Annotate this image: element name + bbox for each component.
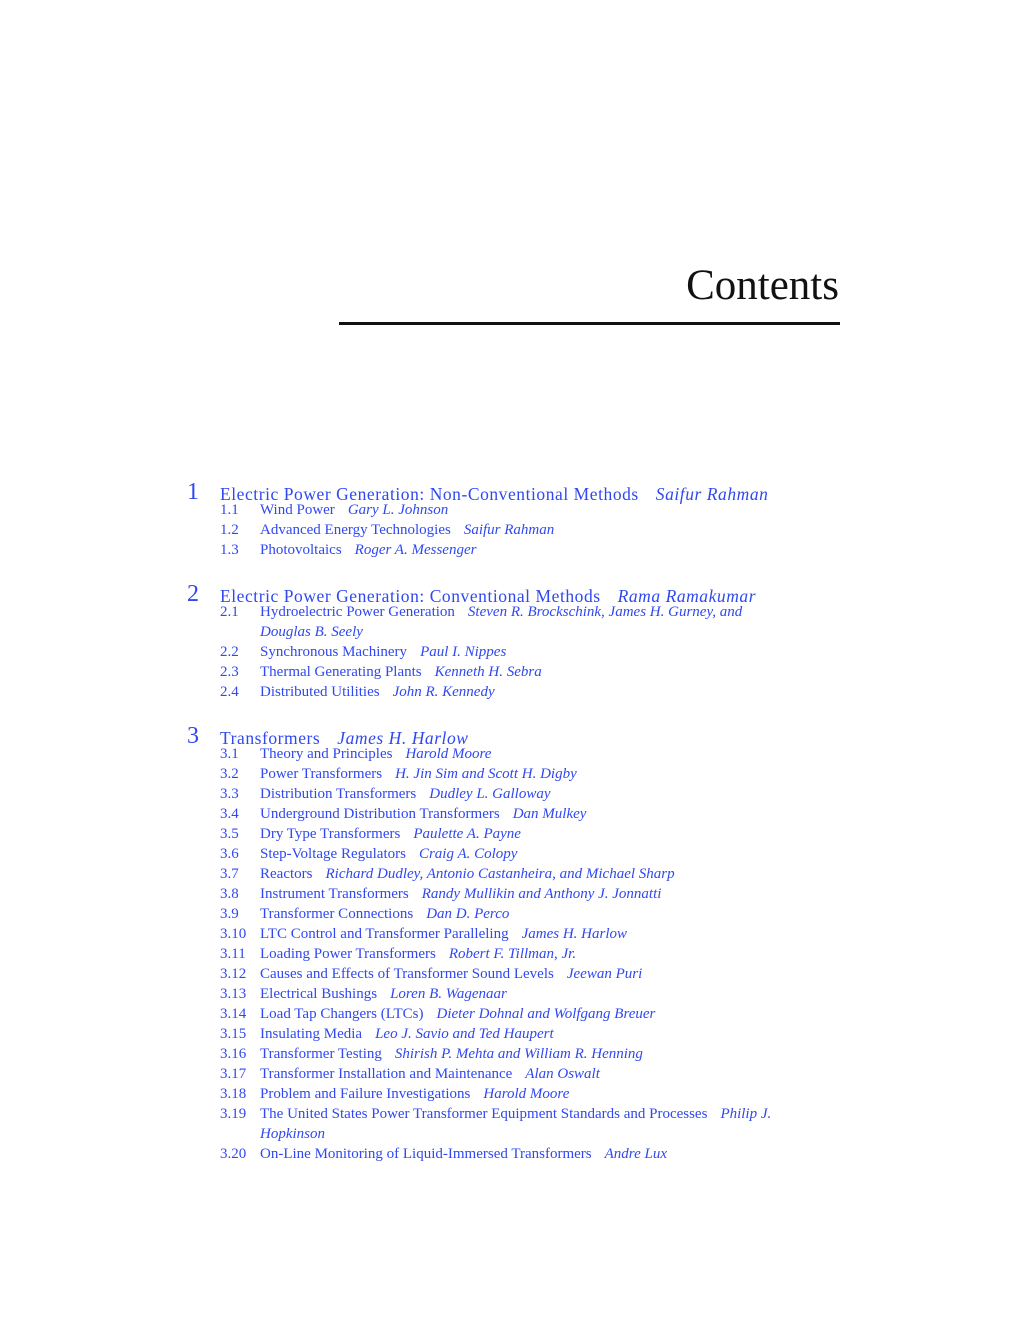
toc-entry[interactable] bbox=[187, 984, 847, 1004]
section-number: 2.1 bbox=[220, 604, 239, 620]
section-number: 3.12 bbox=[220, 966, 247, 982]
toc-entry[interactable] bbox=[187, 642, 847, 662]
section-author: Loren B. Wagenaar bbox=[390, 986, 507, 1002]
section-author: H. Jin Sim and Scott H. Digby bbox=[395, 766, 577, 782]
chapter-number: 3 bbox=[187, 723, 199, 749]
section-title-link[interactable]: Reactors bbox=[260, 866, 313, 882]
chapter-number: 1 bbox=[187, 479, 199, 505]
section-author: Kenneth H. Sebra bbox=[434, 664, 542, 680]
toc-entry[interactable] bbox=[187, 784, 847, 804]
toc-entry[interactable] bbox=[187, 1064, 847, 1084]
section-title-link[interactable]: Step-Voltage Regulators bbox=[260, 846, 406, 862]
section-title-link[interactable]: Advanced Energy Technologies bbox=[260, 522, 451, 538]
section-author: Alan Oswalt bbox=[525, 1066, 600, 1082]
section-author: Roger A. Messenger bbox=[354, 542, 477, 558]
toc-entry[interactable] bbox=[187, 682, 847, 702]
section-number: 1.2 bbox=[220, 522, 239, 538]
title-underline bbox=[339, 322, 840, 325]
section-number: 2.2 bbox=[220, 644, 239, 660]
section-number: 3.7 bbox=[220, 866, 239, 882]
section-title-link[interactable]: Theory and Principles bbox=[260, 746, 393, 762]
section-number: 3.10 bbox=[220, 926, 247, 942]
chapter-author: Rama Ramakumar bbox=[617, 586, 757, 606]
section-author: Jeewan Puri bbox=[566, 966, 643, 982]
chapter-title-link[interactable]: Electric Power Generation: Conventional Methods bbox=[220, 586, 601, 606]
section-author: Robert F. Tillman, Jr. bbox=[448, 946, 577, 962]
table-of-contents bbox=[187, 480, 847, 1186]
section-author: Dan Mulkey bbox=[512, 806, 587, 822]
section-author: Craig A. Colopy bbox=[418, 846, 518, 862]
section-number: 3.20 bbox=[220, 1146, 247, 1162]
section-number: 3.2 bbox=[220, 766, 239, 782]
section-number: 3.11 bbox=[220, 946, 246, 962]
section-number: 3.8 bbox=[220, 886, 239, 902]
section-title-link[interactable]: Instrument Transformers bbox=[260, 886, 409, 902]
toc-entry[interactable] bbox=[187, 1144, 847, 1164]
toc-entry[interactable] bbox=[187, 1084, 847, 1104]
section-number: 3.15 bbox=[220, 1026, 247, 1042]
toc-entry[interactable] bbox=[187, 1004, 847, 1024]
section-title-link[interactable]: Causes and Effects of Transformer Sound Levels bbox=[260, 966, 554, 982]
section-title-link[interactable]: Electrical Bushings bbox=[260, 986, 378, 1002]
section-author: Harold Moore bbox=[405, 746, 492, 762]
section-author: Richard Dudley, Antonio Castanheira, and Michael Sharp bbox=[325, 866, 675, 882]
toc-entry[interactable] bbox=[187, 944, 847, 964]
chapter-author: James H. Harlow bbox=[337, 728, 469, 748]
chapter-2 bbox=[187, 582, 847, 702]
section-number: 3.13 bbox=[220, 986, 247, 1002]
chapter-1 bbox=[187, 480, 847, 560]
section-title-link[interactable]: Power Transformers bbox=[260, 766, 383, 782]
section-number: 3.5 bbox=[220, 826, 239, 842]
section-author: Andre Lux bbox=[604, 1146, 667, 1162]
section-title-link[interactable]: Distribution Transformers bbox=[260, 786, 417, 802]
chapter-title-link[interactable]: Transformers bbox=[220, 728, 321, 748]
toc-entry[interactable] bbox=[187, 540, 847, 560]
section-title-link[interactable]: Load Tap Changers (LTCs) bbox=[260, 1006, 424, 1022]
section-title-link[interactable]: Insulating Media bbox=[260, 1026, 363, 1042]
section-number: 2.3 bbox=[220, 664, 239, 680]
toc-entry[interactable] bbox=[187, 804, 847, 824]
toc-entry[interactable] bbox=[187, 744, 847, 764]
section-title-link[interactable]: Loading Power Transformers bbox=[260, 946, 436, 962]
section-number: 3.9 bbox=[220, 906, 239, 922]
section-number: 1.3 bbox=[220, 542, 239, 558]
section-title-link[interactable]: Problem and Failure Investigations bbox=[260, 1086, 471, 1102]
toc-entry[interactable] bbox=[187, 844, 847, 864]
section-author: Steven R. Brockschink, James H. Gurney, and Douglas B. Seely bbox=[260, 604, 743, 640]
section-title-link[interactable]: Transformer Connections bbox=[260, 906, 414, 922]
section-author: Philip J. Hopkinson bbox=[260, 1106, 772, 1142]
section-title-link[interactable]: Hydroelectric Power Generation bbox=[260, 604, 455, 620]
section-number: 3.17 bbox=[220, 1066, 247, 1082]
toc-entry[interactable] bbox=[187, 864, 847, 884]
section-list bbox=[187, 744, 847, 1164]
section-author: Harold Moore bbox=[483, 1086, 570, 1102]
section-number: 3.3 bbox=[220, 786, 239, 802]
chapter-number: 2 bbox=[187, 581, 199, 607]
section-list bbox=[187, 602, 847, 702]
toc-entry[interactable] bbox=[187, 662, 847, 682]
toc-entry[interactable] bbox=[187, 1104, 847, 1144]
section-author: Dieter Dohnal and Wolfgang Breuer bbox=[436, 1006, 656, 1022]
section-title-link[interactable]: Distributed Utilities bbox=[260, 684, 380, 700]
toc-entry[interactable] bbox=[187, 500, 847, 520]
section-title-link[interactable]: Thermal Generating Plants bbox=[260, 664, 422, 680]
section-number: 3.14 bbox=[220, 1006, 247, 1022]
section-title-link[interactable]: Transformer Installation and Maintenance bbox=[260, 1066, 513, 1082]
toc-entry[interactable] bbox=[187, 1044, 847, 1064]
section-number: 3.1 bbox=[220, 746, 239, 762]
section-title-link[interactable]: Wind Power bbox=[260, 502, 335, 518]
section-author: Shirish P. Mehta and William R. Henning bbox=[394, 1046, 643, 1062]
toc-entry[interactable] bbox=[187, 924, 847, 944]
toc-entry[interactable] bbox=[187, 764, 847, 784]
section-title-link[interactable]: Underground Distribution Transformers bbox=[260, 806, 500, 822]
chapter-title-link[interactable]: Electric Power Generation: Non-Conventional Methods bbox=[220, 484, 639, 504]
section-number: 3.6 bbox=[220, 846, 239, 862]
section-number: 1.1 bbox=[220, 502, 239, 518]
section-author: Dan D. Perco bbox=[426, 906, 510, 922]
section-title-link[interactable]: Transformer Testing bbox=[260, 1046, 382, 1062]
section-title-link[interactable]: Dry Type Transformers bbox=[260, 826, 401, 842]
section-author: Leo J. Savio and Ted Haupert bbox=[375, 1026, 554, 1042]
toc-entry[interactable] bbox=[187, 964, 847, 984]
toc-entry[interactable] bbox=[187, 824, 847, 844]
section-author: Gary L. Johnson bbox=[347, 502, 449, 518]
section-author: James H. Harlow bbox=[521, 926, 628, 942]
chapter-3 bbox=[187, 724, 847, 1164]
section-author: John R. Kennedy bbox=[392, 684, 495, 700]
section-author: Paul I. Nippes bbox=[420, 644, 507, 660]
section-author: Saifur Rahman bbox=[463, 522, 555, 538]
toc-entry[interactable] bbox=[187, 602, 847, 642]
section-number: 3.19 bbox=[220, 1106, 247, 1122]
section-title-link[interactable]: On-Line Monitoring of Liquid-Immersed Transformers bbox=[260, 1146, 592, 1162]
chapter-author: Saifur Rahman bbox=[655, 484, 769, 504]
section-title-link[interactable]: LTC Control and Transformer Paralleling bbox=[260, 926, 509, 942]
toc-entry[interactable] bbox=[187, 884, 847, 904]
toc-entry[interactable] bbox=[187, 1024, 847, 1044]
toc-entry[interactable] bbox=[187, 904, 847, 924]
section-number: 3.18 bbox=[220, 1086, 247, 1102]
section-list bbox=[187, 500, 847, 560]
section-title-link[interactable]: Photovoltaics bbox=[260, 542, 342, 558]
section-author: Dudley L. Galloway bbox=[429, 786, 551, 802]
section-number: 2.4 bbox=[220, 684, 239, 700]
section-title-link[interactable]: Synchronous Machinery bbox=[260, 644, 408, 660]
page-title: Contents bbox=[686, 262, 839, 309]
section-author: Paulette A. Payne bbox=[413, 826, 521, 842]
section-title-link[interactable]: The United States Power Transformer Equipment Standards and Processes bbox=[260, 1106, 708, 1122]
toc-entry[interactable] bbox=[187, 520, 847, 540]
section-number: 3.16 bbox=[220, 1046, 247, 1062]
section-number: 3.4 bbox=[220, 806, 239, 822]
section-author: Randy Mullikin and Anthony J. Jonnatti bbox=[421, 886, 662, 902]
